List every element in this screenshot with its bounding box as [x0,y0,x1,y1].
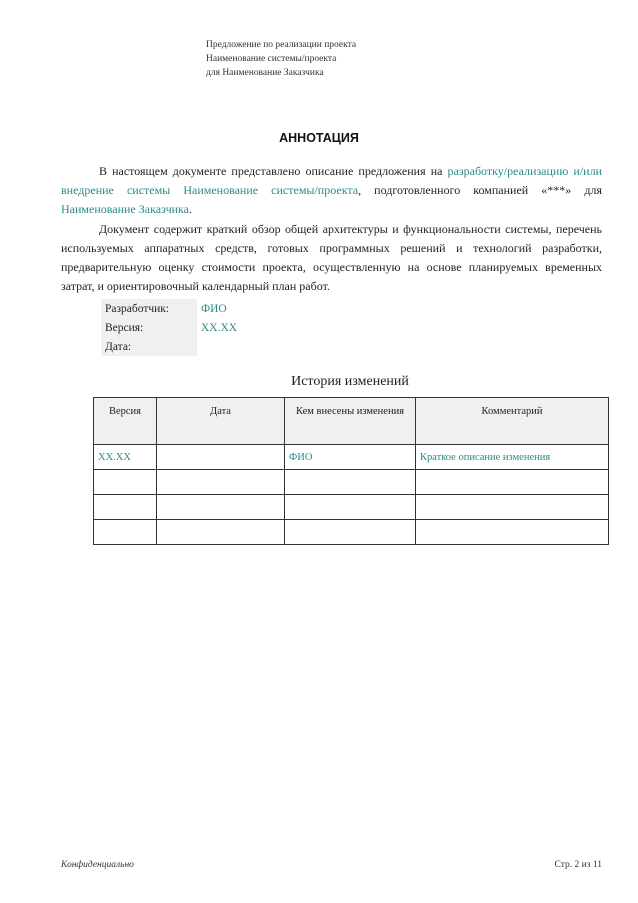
customer-name-link[interactable]: Наименование Заказчика [61,202,190,216]
history-cell [285,470,416,495]
document-meta-table [101,299,315,356]
history-cell: Краткое описание изменения [416,445,609,470]
table-row [94,495,609,520]
table-row [94,445,609,470]
version-label: Версия: [101,318,197,337]
developer-label: Разработчик: [101,299,197,318]
history-cell [416,520,609,545]
para1-text-1: В настоящем документе представлено описание предложения на [99,164,448,178]
history-cell [94,520,157,545]
annotation-paragraph-1 [61,162,602,219]
section-title: АННОТАЦИЯ [279,131,359,145]
history-table [93,397,609,545]
history-header-author: Кем внесены изменения [285,398,416,445]
history-cell [157,520,285,545]
header-line-3: для Наименование Заказчика [206,68,324,78]
header-line-1: Предложение по реализации проекта [206,40,357,50]
history-header-comment: Комментарий [416,398,609,445]
date-value [197,337,315,356]
history-header-date: Дата [157,398,285,445]
history-header-version: Версия [94,398,157,445]
meta-row-developer [101,299,315,318]
date-label: Дата: [101,337,197,356]
history-cell: ФИО [285,445,416,470]
header-line-2: Наименование системы/проекта [206,54,337,64]
history-header-row [94,398,609,445]
history-cell [157,445,285,470]
developer-value: ФИО [201,302,227,315]
table-row [94,520,609,545]
document-header [206,38,356,80]
confidential-label: Конфиденциально [61,860,134,870]
history-cell [285,495,416,520]
version-value: ХХ.ХХ [201,321,238,334]
history-cell [416,470,609,495]
history-cell [94,495,157,520]
history-cell [416,495,609,520]
history-title: История изменений [291,374,409,389]
system-name-link[interactable]: разработку/реализацию и/или внедрение системы Наименование системы/проекта [61,164,602,197]
meta-row-version [101,318,315,337]
history-cell [157,470,285,495]
page-number: Стр. 2 из 11 [554,860,602,870]
annotation-paragraph-2: Документ содержит краткий обзор общей архитектуры и функциональности системы, перечень используемых аппаратных средств, готовых программных решений и технологий разработки, предварительную оценку стоимости проекта, осуществленную на основе планируемых временных затрат, и ориентировочный календарный план работ. [61,222,602,293]
para1-text-2: , подготовленного компанией «***» для [358,183,602,197]
meta-row-date [101,337,315,356]
para1-text-3: . [189,202,193,216]
history-cell [285,520,416,545]
table-row [94,470,609,495]
history-cell: ХХ.ХХ [94,445,157,470]
history-cell [94,470,157,495]
history-cell [157,495,285,520]
